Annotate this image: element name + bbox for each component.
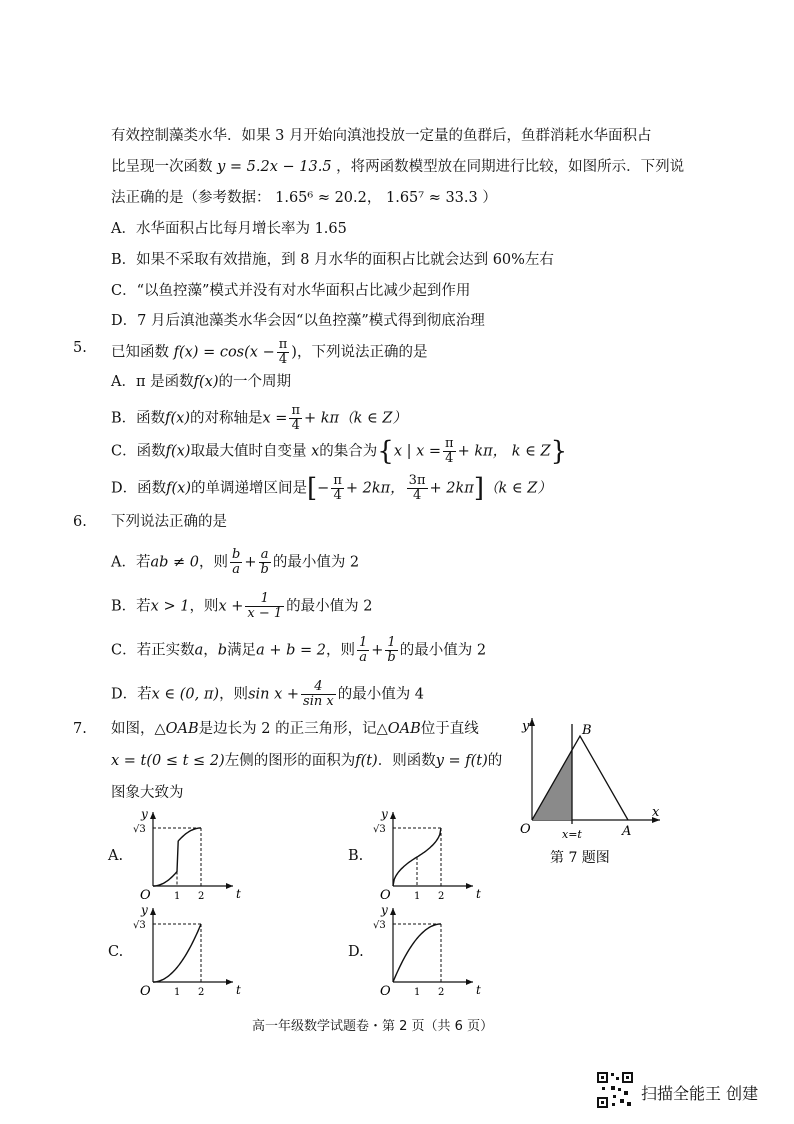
graph-o-label: O (380, 888, 391, 903)
q6-option-d: D．若x ∈ (0, π)，则sin x + $\frac{4}{\text{sin x}}$ 的最小值为 4 (111, 679, 425, 709)
graph-tick-2: 2 (438, 987, 445, 998)
graph-tick-2: 2 (198, 987, 205, 998)
t-axis-arrow (466, 979, 473, 985)
q5-number: 5. (73, 340, 87, 356)
fig-b-label: B (582, 723, 592, 738)
graph-sqrt3-label: √3 (133, 920, 146, 931)
graph-tick-1: 1 (414, 987, 421, 998)
graph-y-label: y (141, 903, 148, 917)
y-axis-arrow (150, 908, 156, 915)
graph-option-label-0: A. (108, 848, 124, 864)
graph-y-label: y (381, 903, 388, 917)
fig-caption: 第 7 题图 (550, 850, 610, 866)
graph-y-label: y (141, 807, 148, 821)
q7-line-3: 图象大致为 (111, 785, 184, 801)
t-axis-arrow (226, 883, 233, 889)
graph-option-d (373, 902, 483, 1000)
fig-a-label: A (622, 824, 632, 839)
graph-option-label-3: D. (348, 944, 364, 960)
page-footer: 高一年级数学试题卷・第 2 页（共 6 页） (252, 1019, 494, 1034)
graph-y-label: y (381, 807, 388, 821)
fig-y-label: y (522, 719, 530, 734)
scanner-watermark: 扫描全能王 创建 (641, 1084, 759, 1103)
graph-sqrt3-label: √3 (373, 920, 386, 931)
q6-option-b: B．若x > 1，则x + $\frac{1}{x - 1}$ 的最小值为 2 (111, 591, 373, 621)
graph-t-label: t (236, 983, 241, 997)
graph-tick-1: 1 (174, 987, 181, 998)
graph-tick-2: 2 (198, 891, 205, 902)
q4-option-a: A．水华面积占比每月增长率为 1.65 (111, 221, 347, 237)
q4-option-b: B．如果不采取有效措施，到 8 月水华的面积占比就会达到 60%左右 (111, 252, 554, 268)
q7-line-2: x = t(0 ≤ t ≤ 2)左侧的图形的面积为f(t)．则函数y = f(t)的 (111, 753, 503, 769)
q6-option-c: C．若正实数a，b满足a + b = 2，则 $\frac{1}{a}$ + $\frac{1}{b}$ 的最小值为 2 (111, 635, 487, 665)
q7-triangle-figure (510, 712, 670, 870)
y-axis-arrow (150, 812, 156, 819)
graph-tick-1: 1 (414, 891, 421, 902)
graph-option-c (133, 902, 243, 1000)
q5-option-a: A．π 是函数f(x)的一个周期 (111, 374, 291, 390)
t-axis-arrow (466, 883, 473, 889)
graph-o-label: O (140, 888, 151, 903)
graph-sqrt3-label: √3 (373, 824, 386, 835)
graph-t-label: t (236, 887, 241, 901)
q4-line-1: 有效控制藻类水华．如果 3 月开始向滇池投放一定量的鱼群后，鱼群消耗水华面积占 (111, 128, 652, 144)
q4-line-2 (111, 157, 684, 177)
q4-linear-formula: y = 5.2x − 13.5 (217, 159, 332, 175)
q4-line-2-b: ，将两函数模型放在同期进行比较，如图所示．下列说 (336, 159, 685, 175)
graph-sqrt3-label: √3 (133, 824, 146, 835)
q7-number: 7. (73, 721, 87, 737)
q5-option-d: D．函数f(x)的单调递增区间是[− $\frac{\pi}{4}$ + 2kπ， $\frac{3\pi}{4}$ + 2kπ]（k ∈ Z） (111, 473, 552, 504)
graph-curve (393, 924, 441, 982)
graph-o-label: O (140, 984, 151, 999)
q4-ref-data-1: 1.65⁶ ≈ 20.2 (275, 190, 367, 206)
graph-option-b (373, 806, 483, 904)
q4-line-3: 法正确的是（参考数据： 1.65⁶ ≈ 20.2， 1.65⁷ ≈ 33.3 ） (111, 190, 497, 206)
q4-option-c: C．“以鱼控藻”模式并没有对水华面积占比减少起到作用 (111, 283, 471, 299)
q5-stem: 已知函数 f(x) = cos(x − $\frac{\pi}{4}$ )，下列说法正确的是 (111, 337, 428, 367)
graph-o-label: O (380, 984, 391, 999)
qr-code-icon (596, 1071, 634, 1109)
graph-t-label: t (476, 983, 481, 997)
q4-line-3-b: ） (482, 190, 497, 206)
graph-option-label-2: C. (108, 944, 124, 960)
t-axis-arrow (226, 979, 233, 985)
pi-over-4-fraction: $\frac{\pi}{4}$ (278, 337, 288, 367)
graph-tick-2: 2 (438, 891, 445, 902)
q6-stem: 下列说法正确的是 (111, 514, 227, 530)
y-axis-arrow (390, 908, 396, 915)
q6-number: 6. (73, 514, 87, 530)
q4-ref-data-2: 1.65⁷ ≈ 33.3 (385, 190, 478, 206)
graph-t-label: t (476, 887, 481, 901)
fig-xt-label: x=t (562, 828, 582, 841)
y-axis-arrow (390, 812, 396, 819)
q4-line-3-a: 法正确的是（参考数据： (111, 190, 271, 206)
q4-line-2-a: 比呈现一次函数 (111, 159, 213, 175)
q6-option-a: A．若ab ≠ 0，则 $\frac{b}{a}$ + $\frac{a}{b}$ 的最小值为 2 (111, 547, 360, 577)
q4-option-d: D．7 月后滇池藻类水华会因“以鱼控藻”模式得到彻底治理 (111, 313, 485, 329)
graph-option-label-1: B. (348, 848, 364, 864)
fig-o-label: O (520, 822, 531, 837)
graph-curve (153, 924, 201, 982)
fig-x-label: x (652, 805, 660, 820)
graph-tick-1: 1 (174, 891, 181, 902)
q7-line-1: 如图，△OAB是边长为 2 的正三角形，记△OAB位于直线 (111, 721, 479, 737)
q5-option-c: C．函数f(x)取最大值时自变量 x的集合为{x | x = $\frac{\pi}{4}$ + kπ， k ∈ Z} (111, 436, 568, 467)
graph-option-a (133, 806, 243, 904)
q5-option-b: B．函数f(x)的对称轴是x = $\frac{\pi}{4}$ + kπ（k ∈ Z） (111, 403, 407, 433)
